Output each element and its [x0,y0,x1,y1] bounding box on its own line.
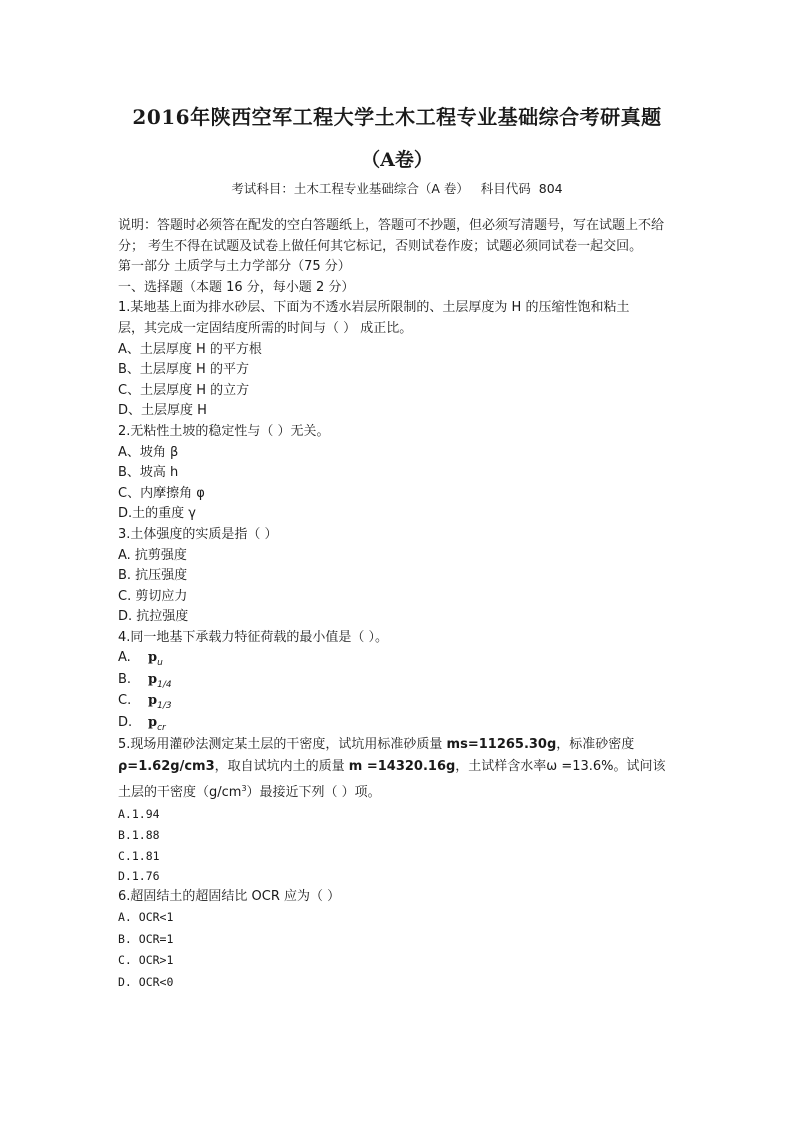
question-5-text-1: 5.现场用灌砂法测定某土层的干密度，试坑用标准砂质量 [118,737,447,753]
question-5-option-b: B.1.88 [118,828,160,843]
question-3-option-a: A. 抗剪强度 [118,547,187,563]
question-6-stem: 6.超固结土的超固结比 OCR 应为（ ） [118,888,341,904]
option-label: B. [118,671,132,687]
document-subtitle: （A卷） [361,149,433,171]
question-3-stem: 3.土体强度的实质是指（ ） [118,526,278,542]
question-3-option-c: C. 剪切应力 [118,588,188,604]
question-4-option-a [118,648,678,670]
section-heading: 一、选择题（本题 16 分，每小题 2 分） [118,279,355,295]
option-symbol: p [148,693,158,709]
question-4-option-c [118,691,678,713]
option-label: C. [118,693,132,709]
question-4-stem: 4.同一地基下承载力特征荷载的最小值是（ ）。 [118,629,389,645]
question-4-option-b [118,670,678,692]
part-heading: 第一部分 土质学与土力学部分（75 分） [118,259,351,275]
question-5-soil-mass: m =14320.16g [348,759,456,775]
question-2-option-c: C、内摩擦角 φ [118,485,205,501]
question-5-superscript: 3 [241,784,247,794]
question-2-option-a: A、坡角 β [118,444,179,460]
question-1-stem-line-1: 1.某地基上面为排水砂层、下面为不透水岩层所限制的、土层厚度为 H 的压缩性饱和粘土 [118,300,630,316]
option-subscript: 1/4 [157,679,172,690]
question-5-text-4: ，土试样含水率ω =13.6%。试问该土层的干密度（g/cm [118,759,666,801]
subject-line: 考试科目：土木工程专业基础综合（A 卷） 科目代码 804 [231,181,563,196]
question-1-option-c: C、土层厚度 H 的立方 [118,382,250,398]
question-6-option-d: D. OCR<0 [118,974,174,989]
question-5-text-5: ）最接近下列（ ）项。 [246,785,381,801]
option-label: D. [118,714,133,730]
question-5-option-d: D.1.76 [118,869,160,884]
question-1-option-b: B、土层厚度 H 的平方 [118,362,249,378]
option-symbol: p [148,671,158,687]
option-subscript: cr [157,722,166,733]
question-2-option-d: D.土的重度 γ [118,506,196,522]
question-6-option-c: C. OCR>1 [118,953,174,968]
question-3-option-d: D. 抗拉强度 [118,609,189,625]
question-6-option-b: B. OCR=1 [118,931,174,946]
exam-body [118,216,678,993]
question-5-text-3: ，取自试坑内土的质量 [214,759,349,775]
question-6-option-a: A. OCR<1 [118,910,174,925]
question-5-sand-mass: ms=11265.30g [446,737,557,753]
question-2-option-b: B、坡高 h [118,465,179,481]
question-5-sand-density: ρ=1.62g/cm3 [118,759,215,775]
option-symbol: p [148,714,158,730]
exam-notice: 说明：答题时必须答在配发的空白答题纸上，答题可不抄题，但必须写清题号，写在试题上不给分； 考生不得在试题及试卷上做任何其它标记，否则试卷作废；试题必须同试卷一起交回。 [118,218,665,254]
question-1-option-d: D、土层厚度 H [118,403,207,419]
question-4-option-d [118,713,678,735]
option-label: A. [118,650,131,666]
question-5-stem [118,734,678,804]
question-5-option-a: A.1.94 [118,807,160,822]
question-2-stem: 2.无粘性土坡的稳定性与（ ）无关。 [118,423,330,439]
question-5-text-2: ，标准砂密度 [556,737,635,753]
option-subscript: 1/3 [157,701,172,712]
question-1-option-a: A、土层厚度 H 的平方根 [118,341,262,357]
question-3-option-b: B. 抗压强度 [118,568,188,584]
document-title: 2016年陕西空军工程大学土木工程专业基础综合考研真题 [132,105,662,129]
question-5-option-c: C.1.81 [118,848,160,863]
option-symbol: p [148,650,158,666]
question-1-stem-line-2: 层，其完成一定固结度所需的时间与（ ） 成正比。 [118,320,413,336]
option-subscript: u [157,658,163,669]
